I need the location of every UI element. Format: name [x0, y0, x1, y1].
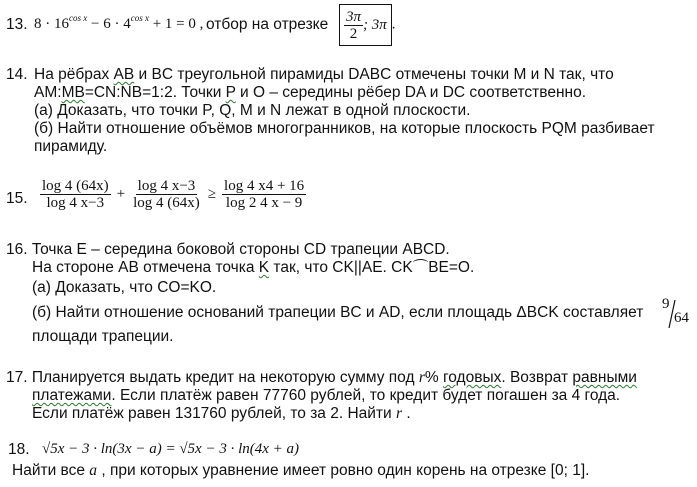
text: . — [402, 405, 411, 422]
problem-13-tail: отбор на отрезке — [206, 16, 329, 33]
text: платежами — [32, 387, 112, 404]
text: так, что CK||AE. CK⌒BE=O. — [269, 259, 475, 276]
plus-sign: + — [116, 186, 126, 202]
variable-a: a — [89, 462, 98, 479]
problem-14-line-2 — [34, 84, 586, 102]
problem-16-line-5: площади трапеции. — [32, 328, 174, 345]
variable-r: r — [396, 405, 403, 422]
geq-sign: ≥ — [207, 186, 217, 202]
fraction-denominator: 64 — [674, 310, 689, 326]
problem-16-line-2 — [32, 259, 474, 277]
problem-14-line-5: пирамиду. — [34, 138, 108, 155]
problem-13-number: 13. — [6, 16, 28, 33]
text: MB — [61, 84, 85, 101]
text: AM — [34, 84, 58, 101]
fraction-2 — [131, 178, 202, 211]
fraction-3 — [222, 178, 306, 211]
fraction-denominator: 2 — [349, 25, 358, 42]
interval-bracket — [339, 4, 396, 46]
problem-18-line-2 — [12, 462, 589, 480]
problem-14-number: 14. — [6, 66, 28, 83]
text: . Возврат — [501, 369, 573, 386]
text: : — [57, 84, 62, 101]
problem-14-line-4: (б) Найти отношение объёмов многогранников, на которые плоскость PQM разбивает — [34, 120, 655, 137]
problem-18-number: 18. — [8, 441, 30, 458]
text: =CN:NB=1:2. Точки — [84, 84, 226, 101]
fraction-numerator: 9 — [662, 296, 670, 312]
eq-part: − 6 · 4 — [91, 16, 131, 32]
text: AB — [113, 66, 135, 83]
text: K — [258, 259, 270, 276]
text: . Если платёж равен 77760 рублей, то кредит будет погашен за 4 года. — [111, 387, 621, 404]
text: 17. Планируется выдать кредит на некоторую сумму под — [6, 369, 419, 386]
problem-17-line-1 — [6, 369, 637, 387]
text: и BC треугольной пирамиды DABC отмечены точки M и N так, что — [134, 66, 614, 83]
fraction-denominator: log 4 x−3 — [46, 195, 105, 211]
problem-18-equation: √5x − 3 · ln(3x − a) = √5x − 3 · ln(4x + a) — [42, 441, 300, 457]
fraction-denominator: log 4 (64x) — [133, 195, 200, 211]
text: и O – середины рёбер DA и DC соответственно. — [235, 84, 586, 101]
interval-start-fraction — [344, 9, 363, 42]
area-ratio-fraction — [660, 296, 692, 330]
text: , при которых уравнение имеет ровно один корень на отрезке [0; 1]. — [97, 462, 590, 479]
fraction-denominator: log 2 4 x − 9 — [225, 195, 303, 211]
text: равными — [572, 369, 637, 386]
fraction-numerator: log 4 (64x) — [42, 178, 109, 194]
problem-16-line-3: (а) Доказать, что CO=KO. — [32, 279, 217, 296]
text: P — [225, 84, 236, 101]
problem-17-line-2 — [32, 387, 620, 405]
fraction-numerator: log 4 x−3 — [137, 178, 196, 194]
text: На рёбрах — [34, 66, 114, 83]
problem-16-line-4: (б) Найти отношение оснований трапеции BC и AD, если площадь ΔBCK составляет — [32, 304, 644, 321]
problem-15-inequality — [40, 178, 306, 211]
fraction-1 — [40, 178, 111, 211]
problem-14-line-3: (а) Доказать, что точки P, Q, M и N лежат в одной плоскости. — [34, 102, 471, 119]
exponent: cos x — [130, 13, 149, 23]
text: На стороне AB отмечена точка — [32, 259, 259, 276]
fraction-numerator: 3π — [346, 8, 362, 25]
text: годовых — [442, 369, 502, 386]
interval-end: ; 3π — [363, 16, 387, 33]
text: % — [424, 369, 443, 386]
eq-part: 8 · 16 — [34, 16, 69, 32]
problem-16-line-1: 16. Точка E – середина боковой стороны CD трапеции ABCD. — [6, 241, 450, 258]
problem-15-number: 15. — [6, 190, 28, 207]
text: Если платёж равен 131760 рублей, то за 2. Найти — [32, 405, 396, 422]
fraction-numerator: log 4 x4 + 16 — [224, 178, 305, 194]
variable-r: r — [418, 369, 425, 386]
problem-17-line-3 — [32, 405, 411, 423]
text: Найти все — [12, 462, 90, 479]
exponent: cos x — [69, 13, 88, 23]
eq-part: + 1 = 0 , — [152, 16, 204, 32]
problem-13-equation — [34, 13, 204, 33]
problem-14-line-1 — [34, 66, 614, 84]
period: . — [391, 16, 396, 33]
